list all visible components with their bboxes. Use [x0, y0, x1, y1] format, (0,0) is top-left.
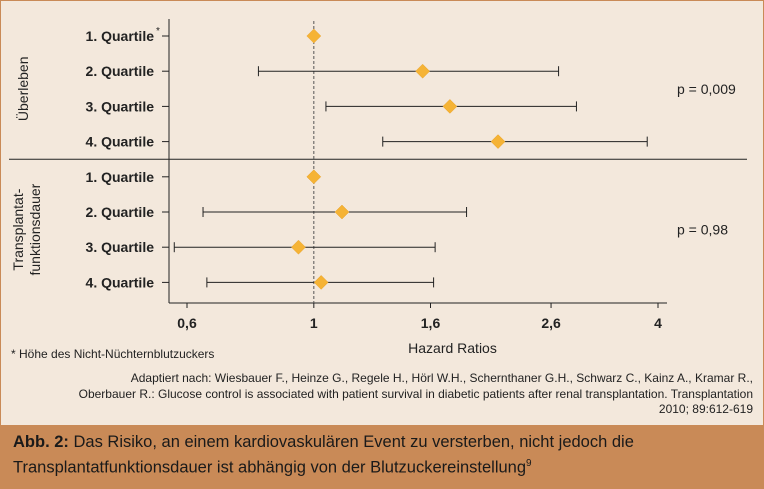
caption-bar	[1, 425, 763, 488]
hr-marker	[314, 275, 328, 289]
row-label: 2. Quartile	[85, 63, 154, 80]
source-citation: Adaptiert nach: Wiesbauer F., Heinze G., Regele H., Hörl W.H., Schernthaner G.H., Schwarz C., Kainz A., Kramar R., Oberbauer R.: Glucose control is associated with patient survival in diabetic patients after renal transplantation. Transplantation 2010; 89:612-619	[78, 371, 753, 416]
row-label: 3. Quartile	[85, 239, 154, 256]
row-label: 3. Quartile	[85, 98, 154, 115]
row-label: 4. Quartile	[85, 133, 154, 150]
hr-marker	[307, 29, 321, 43]
row-label: 1. Quartile	[85, 168, 154, 185]
caption-text: Das Risiko, an einem kardiovaskulären Event zu versterben, nicht jedoch die Transplantatfunktionsdauer ist abhängig von der Blutzuckereinstellung	[13, 433, 634, 477]
group-label-line: Transplantat-	[10, 188, 26, 271]
figure-caption	[13, 431, 753, 479]
row-label: 4. Quartile	[85, 274, 154, 291]
group-label	[14, 56, 31, 121]
row-label: 1. Quartile	[85, 28, 154, 44]
x-axis-label: Hazard Ratios	[408, 340, 497, 356]
row-label: 2. Quartile	[85, 204, 154, 220]
x-tick-label: 4	[654, 315, 662, 331]
hr-marker	[491, 135, 505, 149]
hr-marker	[443, 99, 457, 113]
x-tick-label: 1,6	[420, 315, 441, 331]
caption-label: Abb. 2:	[13, 433, 69, 451]
x-tick-label: 0,6	[177, 315, 197, 331]
group-label	[10, 183, 43, 275]
group-label-line: funktionsdauer	[27, 183, 43, 276]
hr-marker	[416, 64, 430, 78]
group-label-line: Überleben	[15, 56, 31, 122]
hr-marker	[307, 170, 321, 184]
hr-marker	[291, 240, 305, 254]
x-tick-label: 1	[309, 315, 318, 331]
footnote: * Höhe des Nicht-Nüchternblutzuckers	[11, 347, 215, 361]
p-value: p = 0,98	[677, 221, 728, 238]
p-value: p = 0,009	[677, 80, 736, 97]
hr-marker	[335, 205, 349, 219]
caption-reference: 9	[526, 458, 532, 469]
row-label-note: *	[156, 26, 160, 37]
x-tick-label: 2,6	[541, 315, 561, 331]
